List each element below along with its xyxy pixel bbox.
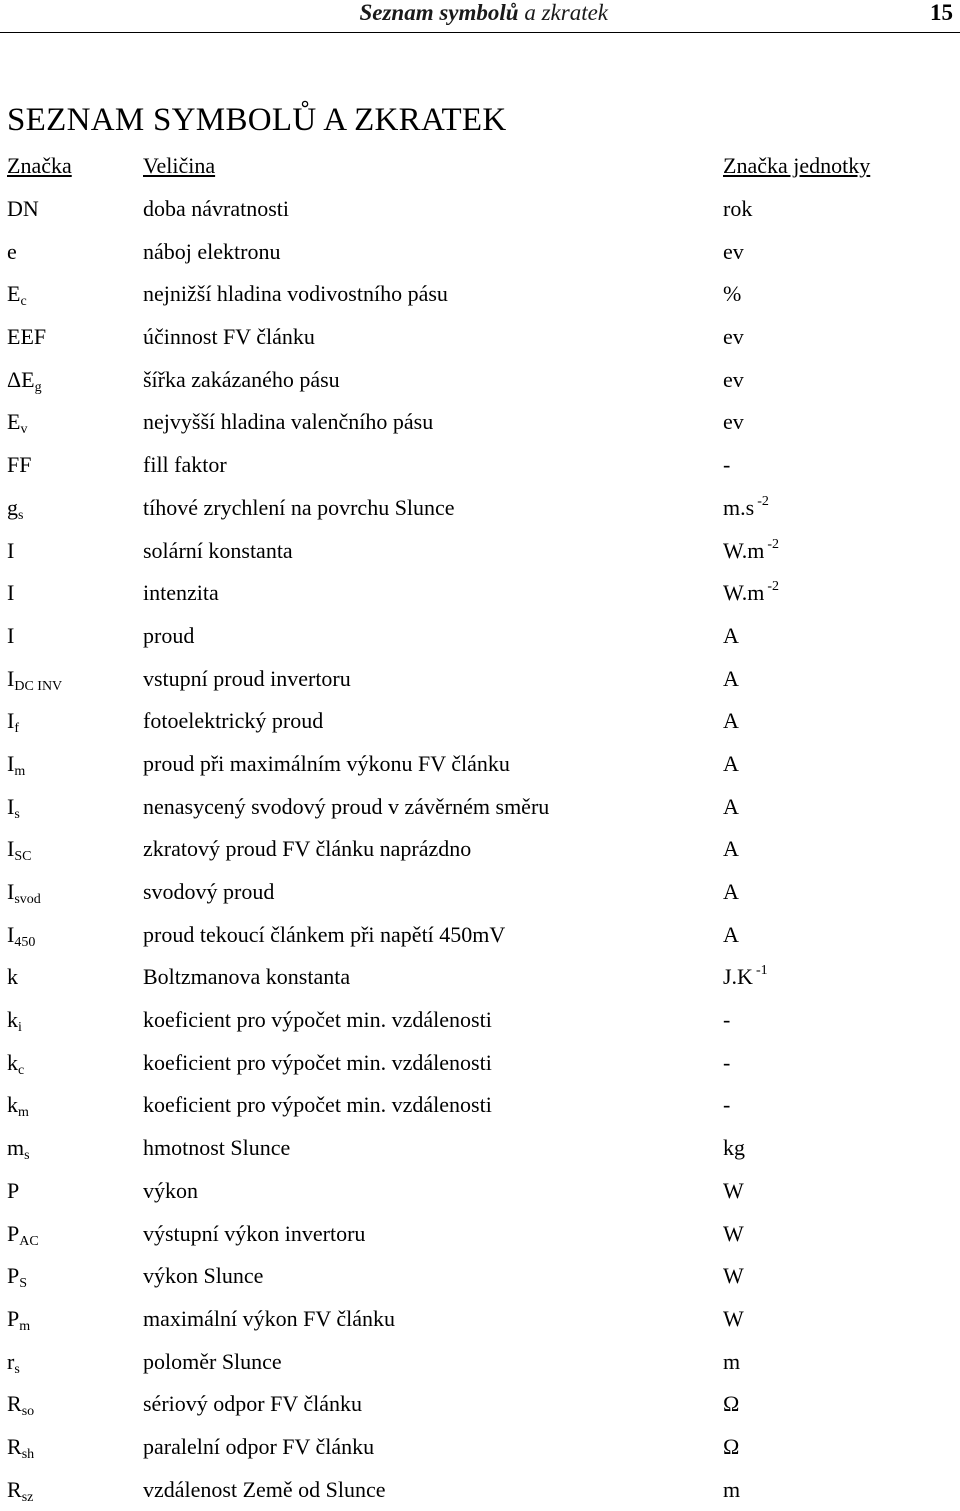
- symbol-cell: [7, 572, 14, 614]
- symbol-text: I: [7, 622, 15, 648]
- unit-cell: [723, 188, 752, 230]
- symbol-text: R: [7, 1391, 22, 1417]
- symbol-text: I: [7, 836, 15, 862]
- table-row: [0, 871, 960, 914]
- unit-cell: [723, 1213, 744, 1255]
- unit-cell: [723, 914, 739, 956]
- column-header-symbol: Značka: [7, 153, 72, 178]
- symbol-subscript: v: [20, 422, 28, 438]
- running-header-title: [359, 0, 608, 26]
- unit-cell: [723, 658, 739, 700]
- symbol-cell: [7, 1213, 39, 1255]
- quantity-cell: koeficient pro výpočet min. vzdálenosti: [143, 1007, 492, 1033]
- table-row: [0, 487, 960, 530]
- unit-cell: [723, 1341, 740, 1383]
- unit-cell: [723, 1255, 744, 1297]
- table-row: [0, 530, 960, 573]
- symbol-text: I: [7, 537, 15, 563]
- quantity-cell: výkon: [143, 1177, 198, 1203]
- symbol-cell: [7, 1084, 29, 1126]
- unit-cell: [723, 1127, 745, 1169]
- quantity-cell: fotoelektrický proud: [143, 708, 324, 734]
- unit-text: rok: [723, 196, 753, 221]
- symbol-cell: [7, 786, 20, 828]
- unit-text: ev: [723, 238, 744, 264]
- unit-exponent: -2: [767, 579, 780, 595]
- symbol-text: R: [7, 1433, 22, 1459]
- symbol-cell: [7, 231, 17, 273]
- symbol-subscript: s: [14, 1361, 20, 1377]
- table-row: [0, 444, 960, 487]
- quantity-cell: proud tekoucí článkem při napětí 450mV: [143, 921, 506, 947]
- table-row: [0, 316, 960, 359]
- unit-cell: [723, 1042, 730, 1084]
- symbol-subscript: sh: [21, 1446, 35, 1462]
- unit-text: m.s: [723, 494, 755, 520]
- unit-text: -: [723, 1092, 731, 1118]
- unit-text: A: [723, 622, 739, 648]
- quantity-cell: koeficient pro výpočet min. vzdálenosti: [143, 1092, 492, 1118]
- page-number: 15: [930, 0, 953, 25]
- unit-text: m: [723, 1348, 741, 1374]
- unit-text: -: [723, 1007, 731, 1033]
- table-row: [0, 956, 960, 999]
- quantity-cell: poloměr Slunce: [143, 1348, 282, 1374]
- table-row: [0, 743, 960, 786]
- symbol-cell: [7, 956, 18, 998]
- table-row: [0, 658, 960, 701]
- table-row: [0, 572, 960, 615]
- table-row: [0, 914, 960, 957]
- unit-text: A: [723, 750, 739, 776]
- unit-cell: [723, 700, 739, 742]
- symbol-text: k: [7, 1007, 18, 1033]
- symbol-cell: [7, 615, 14, 657]
- symbol-text: DN: [7, 196, 39, 221]
- unit-text: ev: [723, 366, 744, 392]
- unit-cell: [723, 828, 739, 870]
- symbol-text: I: [7, 879, 15, 904]
- symbol-subscript: S: [19, 1276, 28, 1292]
- symbol-cell: [7, 743, 25, 785]
- quantity-cell: koeficient pro výpočet min. vzdálenosti: [143, 1049, 492, 1075]
- symbol-subscript: s: [18, 507, 24, 523]
- unit-text: A: [723, 836, 739, 862]
- table-row: [0, 1341, 960, 1384]
- table-row: [0, 1469, 960, 1511]
- symbol-subscript: g: [34, 379, 42, 395]
- symbol-cell: [7, 530, 14, 572]
- symbol-subscript: s: [14, 806, 20, 822]
- symbol-text: I: [7, 921, 15, 947]
- symbol-cell: [7, 401, 27, 443]
- unit-text: W: [723, 1263, 744, 1289]
- symbol-text: E: [7, 281, 21, 307]
- symbol-cell: [7, 1469, 33, 1511]
- unit-text: W: [723, 1305, 744, 1331]
- unit-cell: [723, 999, 730, 1041]
- symbol-cell: [7, 1426, 34, 1468]
- unit-exponent: -1: [755, 963, 768, 979]
- quantity-cell: nejnižší hladina vodivostního pásu: [143, 281, 448, 307]
- unit-text: A: [723, 879, 739, 904]
- unit-cell: [723, 273, 741, 315]
- table-row: [0, 1298, 960, 1341]
- unit-cell: [723, 871, 739, 913]
- unit-cell: [723, 572, 779, 614]
- symbol-cell: [7, 273, 27, 315]
- symbol-subscript: m: [14, 763, 26, 779]
- symbol-subscript: DC INV: [14, 678, 63, 694]
- symbol-cell: [7, 487, 23, 529]
- table-row: [0, 999, 960, 1042]
- unit-cell: [723, 444, 730, 486]
- table-row: [0, 828, 960, 871]
- table-row: [0, 231, 960, 274]
- symbol-subscript: sz: [21, 1489, 34, 1505]
- table-row: [0, 700, 960, 743]
- symbol-text: g: [7, 494, 18, 520]
- table-row: [0, 1042, 960, 1085]
- symbol-text: e: [7, 238, 17, 264]
- unit-cell: [723, 1383, 739, 1425]
- table-row: [0, 401, 960, 444]
- unit-text: W: [723, 1220, 744, 1246]
- unit-text: W.m: [723, 580, 765, 606]
- quantity-cell: proud: [143, 622, 195, 648]
- quantity-cell: náboj elektronu: [143, 238, 281, 264]
- symbol-subscript: c: [18, 1062, 25, 1078]
- symbol-subscript: svod: [14, 892, 41, 907]
- quantity-cell: zkratový proud FV článku naprázdno: [143, 836, 472, 862]
- symbol-cell: [7, 1341, 20, 1383]
- symbol-text: I: [7, 708, 15, 734]
- unit-text: A: [723, 793, 739, 819]
- unit-text: ev: [723, 324, 744, 350]
- unit-text: %: [723, 281, 742, 307]
- symbol-cell: [7, 700, 19, 742]
- unit-text: m: [723, 1476, 741, 1502]
- unit-cell: [723, 1084, 730, 1126]
- quantity-cell: tíhové zrychlení na povrchu Slunce: [143, 494, 455, 520]
- symbol-cell: [7, 871, 41, 913]
- quantity-cell: solární konstanta: [143, 537, 293, 563]
- unit-cell: [723, 1469, 740, 1511]
- symbol-cell: [7, 658, 62, 700]
- quantity-cell: účinnost FV článku: [143, 324, 315, 350]
- unit-cell: [723, 786, 739, 828]
- symbol-cell: [7, 188, 39, 230]
- symbol-text: k: [7, 964, 18, 990]
- symbol-cell: [7, 1127, 30, 1169]
- symbol-text: I: [7, 793, 15, 819]
- symbol-cell: [7, 359, 42, 401]
- symbol-cell: [7, 1170, 19, 1212]
- unit-text: W: [723, 1177, 744, 1203]
- unit-cell: [723, 487, 769, 529]
- table-row: [0, 1383, 960, 1426]
- table-row: [0, 1084, 960, 1127]
- symbol-text: ΔE: [7, 366, 35, 392]
- symbol-cell: [7, 1255, 27, 1297]
- symbol-cell: [7, 914, 35, 956]
- unit-cell: [723, 615, 739, 657]
- unit-text: kg: [723, 1135, 745, 1161]
- unit-cell: [723, 956, 768, 998]
- symbol-text: EEF: [7, 324, 47, 350]
- running-header-title-bold: Seznam symbolů: [359, 0, 519, 25]
- symbol-subscript: f: [14, 721, 19, 737]
- unit-text: W.m: [723, 537, 765, 563]
- symbol-subscript: SC: [14, 849, 32, 865]
- symbol-text: I: [7, 665, 15, 691]
- symbol-subscript: i: [18, 1020, 22, 1036]
- column-header-unit: Značka jednotky: [723, 153, 871, 178]
- symbol-cell: [7, 444, 31, 486]
- unit-text: A: [723, 708, 739, 734]
- table-row: [0, 1213, 960, 1256]
- quantity-cell: šířka zakázaného pásu: [143, 366, 340, 392]
- quantity-cell: intenzita: [143, 580, 219, 606]
- unit-text: -: [723, 1049, 731, 1075]
- column-headers: [0, 151, 960, 181]
- unit-cell: [723, 359, 744, 401]
- symbol-subscript: 450: [14, 934, 36, 950]
- symbol-subscript: m: [19, 1318, 31, 1334]
- table-row: [0, 1255, 960, 1298]
- table-row: [0, 188, 960, 231]
- symbol-subscript: AC: [19, 1233, 39, 1249]
- table-row: [0, 786, 960, 829]
- quantity-cell: vzdálenost Země od Slunce: [143, 1476, 386, 1502]
- symbol-cell: [7, 999, 22, 1041]
- table-row: [0, 273, 960, 316]
- unit-cell: [723, 530, 779, 572]
- symbol-text: R: [7, 1476, 22, 1502]
- symbol-cell: [7, 828, 31, 870]
- unit-text: A: [723, 665, 739, 691]
- symbol-text: m: [7, 1135, 25, 1161]
- symbol-table: [0, 188, 960, 1511]
- symbol-subscript: c: [20, 294, 27, 310]
- unit-cell: [723, 1298, 744, 1340]
- quantity-cell: fill faktor: [143, 452, 227, 478]
- unit-exponent: -2: [767, 536, 780, 552]
- symbol-text: k: [7, 1049, 18, 1075]
- quantity-cell: svodový proud: [143, 879, 275, 904]
- symbol-text: I: [7, 580, 15, 606]
- column-header-quantity: Veličina: [143, 153, 216, 178]
- symbol-cell: [7, 316, 46, 358]
- quantity-cell: maximální výkon FV článku: [143, 1305, 395, 1331]
- quantity-cell: nejvyšší hladina valenčního pásu: [143, 409, 434, 435]
- unit-text: Ω: [723, 1391, 740, 1417]
- unit-text: A: [723, 921, 739, 947]
- symbol-cell: [7, 1383, 34, 1425]
- quantity-cell: sériový odpor FV článku: [143, 1391, 362, 1417]
- symbol-subscript: s: [24, 1148, 30, 1164]
- symbol-cell: [7, 1298, 30, 1340]
- symbol-text: P: [7, 1177, 20, 1203]
- quantity-cell: výstupní výkon invertoru: [143, 1220, 366, 1246]
- unit-cell: [723, 743, 739, 785]
- symbol-subscript: m: [18, 1105, 29, 1121]
- unit-cell: [723, 1170, 744, 1212]
- symbol-subscript: so: [21, 1404, 35, 1420]
- table-row: [0, 1426, 960, 1469]
- symbol-cell: [7, 1042, 24, 1084]
- table-row: [0, 615, 960, 658]
- quantity-cell: proud při maximálním výkonu FV článku: [143, 750, 510, 776]
- symbol-text: E: [7, 409, 21, 435]
- table-row: [0, 359, 960, 402]
- unit-text: ev: [723, 409, 744, 435]
- quantity-cell: vstupní proud invertoru: [143, 665, 351, 691]
- symbol-text: FF: [7, 452, 32, 478]
- unit-cell: [723, 231, 744, 273]
- unit-text: Ω: [723, 1433, 740, 1459]
- quantity-cell: výkon Slunce: [143, 1263, 264, 1289]
- table-row: [0, 1170, 960, 1213]
- table-row: [0, 1127, 960, 1170]
- quantity-cell: nenasycený svodový proud v závěrném směru: [143, 793, 550, 819]
- unit-text: J.K: [723, 964, 753, 990]
- symbol-text: P: [7, 1305, 20, 1331]
- unit-exponent: -2: [757, 493, 769, 509]
- unit-cell: [723, 401, 744, 443]
- page-header: [0, 0, 960, 33]
- running-header-title-rest: a zkratek: [518, 0, 608, 25]
- unit-cell: [723, 316, 744, 358]
- quantity-cell: hmotnost Slunce: [143, 1135, 291, 1161]
- quantity-cell: paralelní odpor FV článku: [143, 1433, 375, 1459]
- symbol-text: k: [7, 1092, 18, 1118]
- quantity-cell: Boltzmanova konstanta: [143, 964, 351, 990]
- symbol-text: P: [7, 1220, 20, 1246]
- unit-text: -: [723, 452, 731, 478]
- unit-cell: [723, 1426, 739, 1468]
- section-heading: SEZNAM SYMBOLŮ A ZKRATEK: [7, 102, 507, 138]
- quantity-cell: doba návratnosti: [143, 196, 290, 221]
- symbol-text: r: [7, 1348, 15, 1374]
- symbol-text: I: [7, 750, 15, 776]
- symbol-text: P: [7, 1263, 20, 1289]
